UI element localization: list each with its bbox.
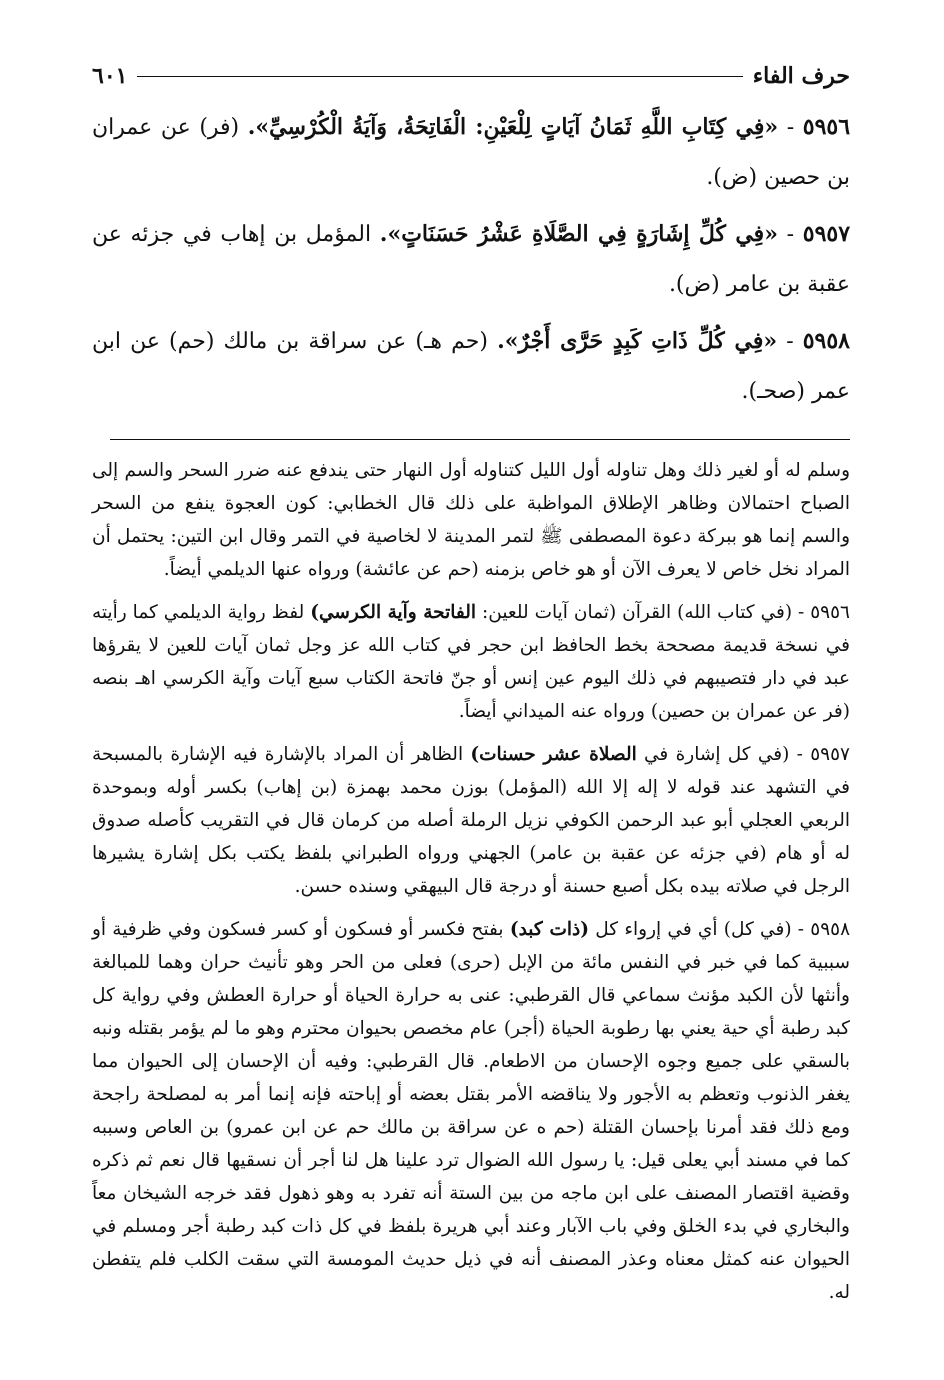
commentary-body: الظاهر أن المراد بالإشارة فيه الإشارة بالمسبحة في التشهد عند قوله لا إله إلا الله (المؤمل) بوزن محمد بهمزة (بن إهاب) بكسر أوله وبموحدة الربعي العجلي أبو عبد الرحمن الكوفي نزيل الرملة أصله من كرمان قال في التقريب كأصله صدوق له أو هام (في جزئه عن عقبة بن عامر) الجهني ورواه الطبراني بلفظ يكتب بكل إشارة يشيرها الرجل في صلاته بيده بكل أصبع حسنة أو درجة قال البيهقي وسنده حسن. (92, 744, 850, 897)
commentary-keyword: الصلاة عشر حسنات) (470, 744, 637, 765)
commentary-body: لفظ رواية الديلمي كما رأيته في نسخة قديمة مصححة بخط الحافظ ابن حجر في كتاب الله عز وجل ثمان آيات للعين لا يقرؤها عبد في دار فتصيبهم في ذلك اليوم عين إنس أو جنّ فاتحة الكتاب سبع آيات وآية الكرسي اهـ بنصه (فر عن عمران بن حصين) ورواه عنه الميداني أيضاً. (92, 602, 850, 722)
hadith-entry: ٥٩٥٦ - «فِي كِتَابِ اللَّهِ ثَمَانُ آيَاتٍ لِلْعَيْنِ: الْفَاتِحَةُ، وَآيَةُ الْكُرْسِيِّ». (فر) عن عمران بن حصين (ض). (92, 114, 851, 190)
hadith-source: المؤمل بن إهاب في جزئه عن عقبة بن عامر (ض). (92, 222, 850, 297)
hadith-source: (فر) عن عمران بن حصين (ض). (92, 115, 850, 190)
commentary-keyword: (ذات كبد) (509, 919, 590, 940)
page (92, 58, 850, 1319)
hadith-source: (حم هـ) عن سراقة بن مالك (حم) عن ابن عمر (صحـ). (92, 329, 850, 404)
hadith-text: «فِي كُلِّ إِشَارَةٍ فِي الصَّلَاةِ عَشْرُ حَسَنَاتٍ». (379, 221, 778, 247)
commentary-body: وسلم له أو لغير ذلك وهل تناوله أول الليل كتناوله أول النهار حتى يندفع عنه ضرر السحر والسم إلى الصباح احتمالان وظاهر الإطلاق المواظبة على ذلك قال الخطابي: كون العجوة ينفع من السحر والسم إنما هو ببركة دعوة المصطفى ﷺ لتمر المدينة لا لخاصية في التمر وقال ابن التين: يحتمل أن المراد نخل خاص لا يعرف الآن أو هو خاص بزمنه (حم عن عائشة) ورواه عنها الديلمي أيضاً. (92, 460, 850, 580)
running-head (92, 58, 850, 94)
commentary-prefix: ٥٩٥٨ - (في كل) أي في إرواء كل (595, 919, 851, 940)
commentary (92, 454, 850, 1309)
hadith-entry: ٥٩٥٨ - «فِي كُلِّ ذَاتِ كَبِدٍ حَرَّى أَجْرٌ». (حم هـ) عن سراقة بن مالك (حم) عن ابن عمر (صحـ). (92, 328, 850, 404)
commentary-paragraph (92, 454, 850, 586)
entry-number: ٥٩٥٧ (802, 221, 851, 247)
commentary-body: بفتح فكسر أو فسكون أو كسر فسكون وفي ظرفية أو سببية كما في خبر في النفس مائة من الإبل (حرى) فعلى من الحر وهو تأنيث حران وهما للمبالغة وأنثها لأن الكبد مؤنث سماعي قال القرطبي: عنى به حرارة الحياة أو حرارة العطش وفي رواية كل كبد رطبة أي حية يعني بها رطوبة الحياة (أجر) عام مخصص بحيوان محترم وهو ما لم يؤمر بقتله ونبه بالسقي على جميع وجوه الإحسان من الاطعام. قال القرطبي: وفيه أن الإحسان إلى الحيوان مما يغفر الذنوب وتعظم به الأجور ولا يناقضه الأمر بقتل بعضه أو إباحته فإنه إنما أمر به لمصلحة راجحة ومع ذلك فقد أمرنا بإحسان القتلة (حم ه عن سراقة بن مالك حم عن ابن عمرو) بن العاص وسببه كما في مسند أبي يعلى قيل: يا رسول الله الضوال ترد علينا هل لنا أجر أن نسقيها قال نعم ثم ذكره وقضية اقتصار المصنف على ابن ماجه من بين الستة أنه تفرد به وهو ذهول فقد خرجه الشيخان معاً والبخاري في بدء الخلق وفي باب الآبار وعند أبي هريرة بلفظ في كل ذات كبد رطبة أجر ومسلم في الحيوان عنه كمثل معناه وعذر المصنف أنه في ذيل حديث المومسة التي سقت الكلب فلم يتفطن له. (92, 919, 850, 1303)
header-rule (137, 76, 742, 77)
hadith-text: «فِي كِتَابِ اللَّهِ ثَمَانُ آيَاتٍ لِلْعَيْنِ: الْفَاتِحَةُ، وَآيَةُ الْكُرْسِيِّ». (247, 114, 779, 140)
commentary-prefix: ٥٩٥٦ - (في كتاب الله) القرآن (ثمان آيات للعين: (482, 602, 850, 623)
entry-number: ٥٩٥٦ (802, 114, 851, 140)
footnote-divider (110, 439, 850, 440)
hadith-text: «فِي كُلِّ ذَاتِ كَبِدٍ حَرَّى أَجْرٌ». (497, 328, 778, 354)
hadith-entry: ٥٩٥٧ - «فِي كُلِّ إِشَارَةٍ فِي الصَّلَاةِ عَشْرُ حَسَنَاتٍ». المؤمل بن إهاب في جزئه عن عقبة بن عامر (ض). (92, 221, 851, 297)
commentary-paragraph (92, 738, 850, 903)
commentary-paragraph (92, 913, 850, 1309)
commentary-prefix: ٥٩٥٧ - (في كل إشارة في (644, 744, 850, 765)
commentary-keyword: الفاتحة وآية الكرسي) (310, 602, 477, 623)
entry-number: ٥٩٥٨ (802, 328, 850, 354)
page-number: ٦٠١ (92, 63, 128, 89)
commentary-paragraph (92, 596, 850, 728)
chapter-title: حرف الفاء (752, 63, 850, 89)
hadith-entries (92, 102, 850, 417)
